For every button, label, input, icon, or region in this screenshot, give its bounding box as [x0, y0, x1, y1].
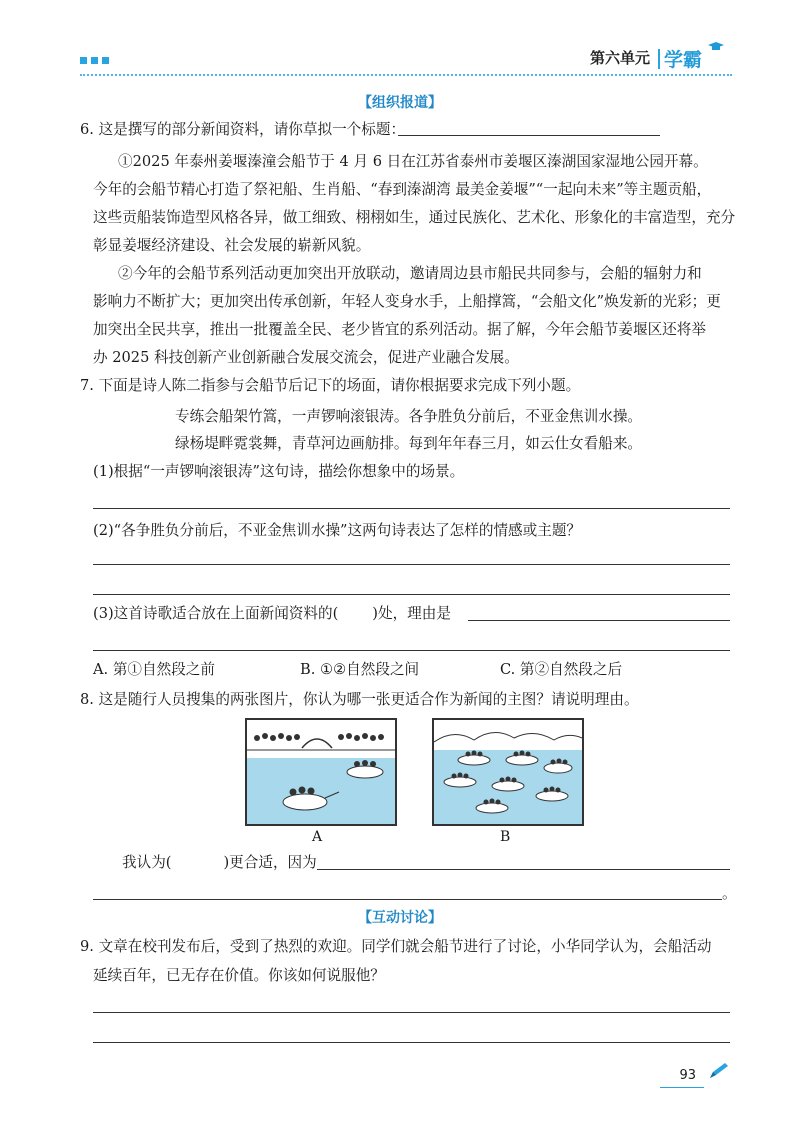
question-9-line2: 延续百年，已无存在价值。你该如何说服他？ [93, 967, 385, 984]
q8-reason-blank[interactable] [317, 855, 730, 870]
question-8-prompt: 8. 这是随行人员搜集的两张图片，你认为哪一张更适合作为新闻的主图？请说明理由。 [80, 691, 639, 708]
q8-answer-line[interactable] [93, 899, 722, 900]
question-6-prompt: 6. 这是撰写的部分新闻资料，请你草拟一个标题： [80, 121, 406, 138]
option-c: C. 第②自然段之后 [500, 661, 623, 678]
answer-line-2a[interactable] [93, 564, 730, 565]
news-p1-line3: 这些贡船装饰造型风格各异，做工细致、栩栩如生，通过民族化、艺术化、形象化的丰富造型，充分 [93, 209, 736, 226]
header-divider [658, 49, 660, 69]
answer-line-2b[interactable] [93, 594, 730, 595]
subquestion-3 [93, 604, 451, 624]
title-answer-blank[interactable] [398, 121, 660, 136]
news-p2-line2: 影响力不断扩大；更加突出传承创新，年轻人变身水手，上船撑篙，“会船文化”焕发新的光彩；更 [93, 293, 721, 310]
news-p2-line1: ②今年的会船节系列活动更加突出开放联动，邀请周边县市船民共同参与，会船的辐射力和 [118, 265, 702, 282]
page-number: 93 [679, 1068, 696, 1083]
subquestion-2: (2)“各争胜负分前后，不亚金焦训水操”这两句诗表达了怎样的情感或主题？ [93, 522, 582, 539]
header-decoration [80, 57, 109, 64]
question-6 [80, 120, 405, 140]
boat-picture-b [432, 718, 584, 826]
end-period: 。 [722, 885, 737, 902]
subquestion-3-part1: (3)这首诗歌适合放在上面新闻资料的( [93, 605, 339, 622]
pencil-icon [708, 1062, 730, 1080]
boat-picture-a [245, 718, 397, 826]
question-7-prompt: 7. 下面是诗人陈二指参与会船节后记下的场面，请你根据要求完成下列小题。 [80, 377, 581, 394]
news-p1-line1: ①2025 年泰州姜堰溱潼会船节于 4 月 6 日在江苏省泰州市姜堰区溱湖国家湿地公园开幕。 [118, 153, 708, 170]
news-p1-line4: 彰显姜堰经济建设、社会发展的崭新风貌。 [93, 237, 371, 254]
picture-a-label: A [312, 829, 323, 845]
question-9-line1: 9. 文章在校刊发布后，受到了热烈的欢迎。同学们就会船节进行了讨论，小华同学认为，会船活动 [80, 938, 712, 955]
news-p1-line2: 今年的会船节精心打造了祭祀船、生肖船、“春到溱湖湾 最美金姜堰”“一起向未来”等主题贡船， [93, 181, 712, 198]
graduation-cap-icon [708, 42, 724, 51]
header-rule [80, 74, 732, 76]
picture-b-label: B [500, 829, 511, 845]
subquestion-1: (1)根据“一声锣响滚银涛”这句诗，描绘你想象中的场景。 [93, 463, 465, 480]
section-title-report: 【组织报道】 [358, 95, 442, 111]
section-title-discuss: 【互动讨论】 [358, 910, 442, 926]
option-b: B. ①②自然段之间 [300, 661, 420, 678]
answer-line-9a[interactable] [93, 1012, 730, 1013]
unit-title: 第六单元 [590, 49, 651, 67]
answer-line-1[interactable] [93, 508, 730, 509]
subquestion-3-part2: )处，理由是 [372, 605, 451, 622]
q8-answer-part1: 我认为( [122, 854, 172, 871]
news-p2-line4: 办 2025 科技创新产业创新融合发展交流会，促进产业融合发展。 [93, 349, 519, 366]
poem-line1: 专练会船架竹篙，一声锣响滚银涛。各争胜负分前后，不亚金焦训水操。 [175, 408, 643, 425]
footer-rule [660, 1087, 704, 1088]
option-a: A. 第①自然段之前 [93, 661, 215, 678]
q8-answer-part2: )更合适，因为 [223, 854, 317, 871]
poem-line2: 绿杨堤畔霓裳舞，青草河边画舫排。每到年年春三月，如云仕女看船来。 [175, 435, 643, 452]
brand-logo: 学霸 [664, 49, 703, 71]
reason-blank[interactable] [468, 606, 730, 621]
answer-line-9b[interactable] [93, 1042, 730, 1043]
q8-answer [122, 853, 317, 873]
answer-line-3[interactable] [93, 650, 730, 651]
news-p2-line3: 加突出全民共享，推出一批覆盖全民、老少皆宜的系列活动。据了解，今年会船节姜堰区还将举 [93, 321, 706, 338]
